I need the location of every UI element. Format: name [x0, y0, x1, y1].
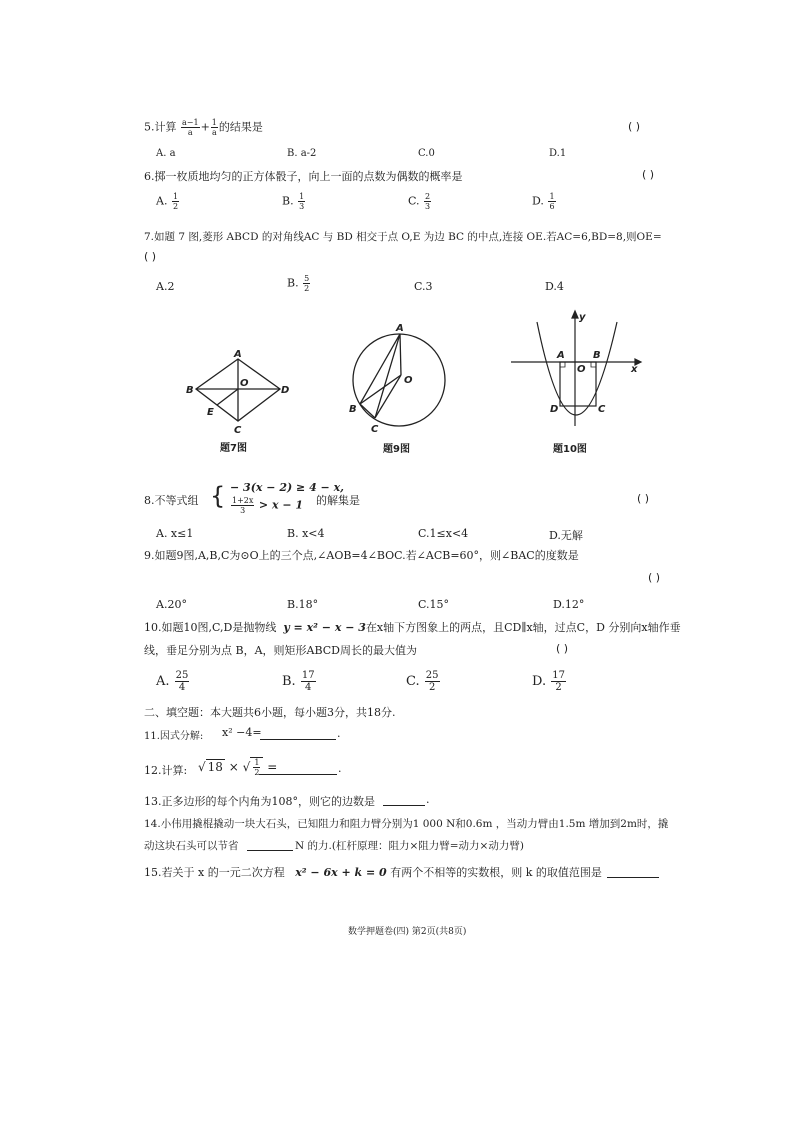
q9-answer-bracket[interactable]: ( ) — [648, 571, 661, 584]
q9-option-d[interactable]: D.12° — [553, 598, 585, 611]
fig7-label-b: B — [186, 385, 194, 396]
q6-a-num: 1 — [172, 192, 179, 201]
fig9-label-o: O — [404, 375, 413, 386]
q6-stem: 6.掷一枚质地均匀的正方体骰子，向上一面的点数为偶数的概率是 — [144, 170, 463, 183]
fig9-chord-bc — [360, 404, 375, 418]
q15-stem — [144, 864, 602, 880]
q12-pre: 12.计算: — [144, 764, 188, 777]
fig7-label-c: C — [234, 425, 242, 436]
fig9-chord-ab — [360, 334, 400, 404]
fig9-caption: 题9图 — [383, 444, 410, 455]
q12-answer-blank[interactable] — [259, 773, 337, 775]
q8-option-b[interactable]: B. x<4 — [287, 527, 325, 540]
fig10-label-o: O — [577, 364, 586, 375]
q15-post: 有两个不相等的实数根，则 k 的取值范围是 — [390, 866, 602, 879]
q10-stem-line2: 线，垂足分别为点 B，A，则矩形ABCD周长的最大值为 — [144, 644, 417, 657]
q5-option-a[interactable]: A. a — [156, 148, 176, 159]
q6-a-label: A. — [156, 194, 168, 208]
q12-radical-sign-2: √ — [242, 760, 251, 774]
q7-b-frac — [303, 274, 310, 293]
fig7-label-d: D — [281, 385, 290, 396]
q5-stem — [144, 118, 263, 137]
q8-line2-frac — [231, 496, 254, 515]
q6-d-label: D. — [532, 194, 544, 208]
page-footer: 数学押题卷(四) 第2页(共8页) — [348, 927, 467, 937]
q7-b-label: B. — [287, 276, 299, 290]
q11-answer-blank[interactable] — [260, 738, 336, 740]
fig7-label-a: A — [234, 349, 242, 360]
q10-stem-line1 — [144, 619, 681, 635]
q5-frac1-den: a — [187, 128, 193, 137]
q8-answer-bracket[interactable]: ( ) — [637, 492, 650, 505]
q6-b-label: B. — [282, 194, 294, 208]
q9-option-a[interactable]: A.20° — [156, 598, 187, 611]
fig9-label-a: A — [396, 323, 404, 334]
fig10-right-angle-b — [591, 362, 596, 367]
q10-pre: 10.如题10图,C,D是抛物线 — [144, 621, 277, 634]
q6-b-num: 1 — [299, 192, 305, 201]
q10-formula: y = x² − x − 3 — [283, 621, 366, 634]
q10-d-frac — [551, 670, 566, 693]
q7-answer-bracket[interactable]: ( ) — [144, 250, 157, 263]
q7-option-c[interactable]: C.3 — [414, 280, 433, 293]
q12-times: × — [228, 760, 239, 774]
q14-line2-post: N 的力.(杠杆原理：阻力×阻力臂=动力×动力臂) — [295, 840, 524, 852]
q6-c-label: C. — [408, 194, 420, 208]
q7-option-d[interactable]: D.4 — [545, 280, 564, 293]
q6-c-den: 3 — [425, 202, 431, 211]
q10-b-den: 4 — [305, 682, 312, 693]
q9-option-c[interactable]: C.15° — [418, 598, 450, 611]
fig9-radius-oc — [375, 375, 401, 418]
q6-d-den: 6 — [549, 202, 555, 211]
q10-a-num: 25 — [175, 670, 189, 681]
q10-b-num: 17 — [301, 670, 315, 681]
fig10-label-c: C — [598, 404, 606, 415]
section2-title: 二、填空题：本大题共6小题，每小题3分，共18分. — [144, 706, 396, 719]
fig9-label-b: B — [349, 404, 357, 415]
figure-9-circle — [345, 320, 455, 458]
q5-post: 的结果是 — [218, 120, 263, 134]
q11-expr: x² −4= — [222, 726, 262, 739]
q5-option-b[interactable]: B. a-2 — [287, 148, 317, 159]
q15-pre: 15.若关于 x 的一元二次方程 — [144, 866, 285, 879]
q11-end: . — [337, 727, 341, 740]
fig10-label-a: A — [557, 350, 565, 361]
fig7-segment-oe — [217, 389, 238, 405]
q11-pre: 11.因式分解: — [144, 731, 204, 742]
q8-line2-rest: > x − 1 — [258, 498, 304, 512]
fig9-circle — [353, 334, 445, 426]
q5-frac1-num: a−1 — [182, 118, 199, 127]
q5-frac1 — [181, 118, 200, 137]
fig10-label-x: x — [631, 364, 638, 375]
q10-c-frac — [425, 670, 440, 693]
q10-b-frac — [301, 670, 316, 693]
q8-option-d[interactable]: D.无解 — [549, 529, 583, 542]
q10-a-den: 4 — [178, 682, 186, 693]
figure-7-rhombus — [180, 345, 300, 455]
q10-answer-bracket[interactable]: ( ) — [556, 642, 569, 655]
q15-answer-blank[interactable] — [607, 876, 659, 878]
q6-c-frac — [424, 192, 431, 211]
q13-end: . — [426, 793, 430, 806]
q7-option-b[interactable] — [287, 274, 311, 293]
q6-b-frac — [298, 192, 305, 211]
q6-a-den: 2 — [172, 202, 179, 211]
q10-a-label: A. — [156, 674, 170, 689]
q6-b-den: 3 — [299, 202, 305, 211]
q14-line2-pre: 动这块石头可以节省 — [144, 840, 239, 852]
q10-c-den: 2 — [428, 682, 436, 693]
q10-d-label: D. — [532, 674, 547, 689]
q10-d-den: 2 — [555, 682, 562, 693]
q10-c-num: 25 — [425, 670, 439, 681]
q8-l2-den: 3 — [240, 506, 246, 515]
q6-answer-bracket[interactable]: ( ) — [642, 168, 655, 181]
q12-radical-sign: √ — [198, 760, 206, 774]
q12-radicand: 18 — [207, 760, 223, 774]
q5-answer-bracket[interactable]: ( ) — [628, 120, 641, 133]
fig9-chord-ac — [375, 334, 400, 418]
q15-formula: x² − 6x + k = 0 — [295, 866, 387, 879]
q8-l2-num: 1+2x — [232, 496, 254, 505]
q9-option-b[interactable]: B.18° — [287, 598, 319, 611]
q7-b-num: 5 — [304, 274, 310, 283]
q7-b-den: 2 — [304, 284, 310, 293]
q10-a-frac — [175, 670, 190, 693]
q10-post: 在x轴下方图象上的两点，且CD∥x轴，过点C，D 分别向x轴作垂 — [365, 621, 681, 634]
q8-line2 — [230, 496, 303, 515]
q10-option-b[interactable] — [282, 670, 317, 693]
q12-f-num: 1 — [254, 758, 260, 767]
q5-number: 5. — [144, 120, 155, 134]
q13-pre: 13.正多边形的每个内角为108°，则它的边数是 — [144, 795, 375, 808]
fig7-label-e: E — [207, 407, 214, 418]
q7-option-a[interactable]: A.2 — [156, 280, 175, 293]
q10-d-num: 17 — [552, 670, 565, 681]
fig10-y-arrow — [572, 311, 578, 318]
q10-option-c[interactable] — [406, 670, 441, 693]
q6-d-frac — [548, 192, 555, 211]
q6-option-d[interactable] — [532, 192, 557, 211]
q10-option-d[interactable] — [532, 670, 567, 693]
q8-option-a[interactable]: A. x≤1 — [156, 527, 194, 540]
fig7-label-o: O — [240, 378, 249, 389]
q8-line1: − 3(x − 2) ≥ 4 − x, — [230, 481, 344, 494]
q6-c-num: 2 — [425, 192, 431, 201]
q12-f-den: 2 — [254, 768, 260, 777]
q12-end: . — [338, 762, 342, 775]
q6-a-frac — [172, 192, 179, 211]
q5-option-c[interactable]: C.0 — [418, 148, 435, 159]
q10-c-label: C. — [406, 674, 420, 689]
figure-10-parabola — [505, 308, 645, 458]
q14-line1: 14.小伟用撬棍撬动一块大石头，已知阻力和阻力臂分别为1 000 N和0.6m ，当动力臂由1.5m 增加到2m时，撬 — [144, 818, 669, 830]
q5-frac2-den: a — [211, 128, 217, 137]
q8-pre: 8.不等式组 — [144, 494, 199, 507]
q6-option-a[interactable] — [156, 192, 180, 211]
fig10-label-y: y — [579, 312, 586, 323]
q10-b-label: B. — [282, 674, 296, 689]
q8-brace: { — [210, 482, 226, 510]
q13-answer-blank[interactable] — [383, 804, 425, 806]
q5-frac2 — [211, 118, 218, 137]
q6-option-c[interactable] — [408, 192, 432, 211]
q8-option-c[interactable]: C.1≤x<4 — [418, 527, 469, 540]
fig10-right-angle-a — [560, 362, 565, 367]
q5-option-d[interactable]: D.1 — [549, 148, 567, 159]
q10-option-a[interactable] — [156, 670, 190, 693]
fig10-label-b: B — [593, 350, 601, 361]
q12-equals: = — [267, 760, 278, 774]
fig9-label-c: C — [371, 424, 379, 435]
q6-option-b[interactable] — [282, 192, 306, 211]
fig9-radius-oa — [400, 334, 401, 375]
q9-stem: 9.如题9图,A,B,C为⊙O上的三个点,∠AOB=4∠BOC.若∠ACB=60°，则∠BAC的度数是 — [144, 549, 579, 562]
fig10-caption: 题10图 — [553, 444, 587, 455]
fig7-caption: 题7图 — [220, 443, 247, 454]
q7-stem: 7.如题 7 图,菱形 ABCD 的对角线AC 与 BD 相交于点 O,E 为边 BC 的中点,连接 OE.若AC=6,BD=8,则OE= — [144, 231, 662, 243]
q5-pre: 计算 — [154, 120, 177, 134]
q8-post: 的解集是 — [316, 494, 360, 507]
q5-plus: + — [200, 120, 210, 134]
q14-answer-blank[interactable] — [247, 849, 293, 851]
q5-frac2-num: 1 — [211, 118, 217, 127]
fig10-label-d: D — [550, 404, 559, 415]
q6-d-num: 1 — [549, 192, 555, 201]
